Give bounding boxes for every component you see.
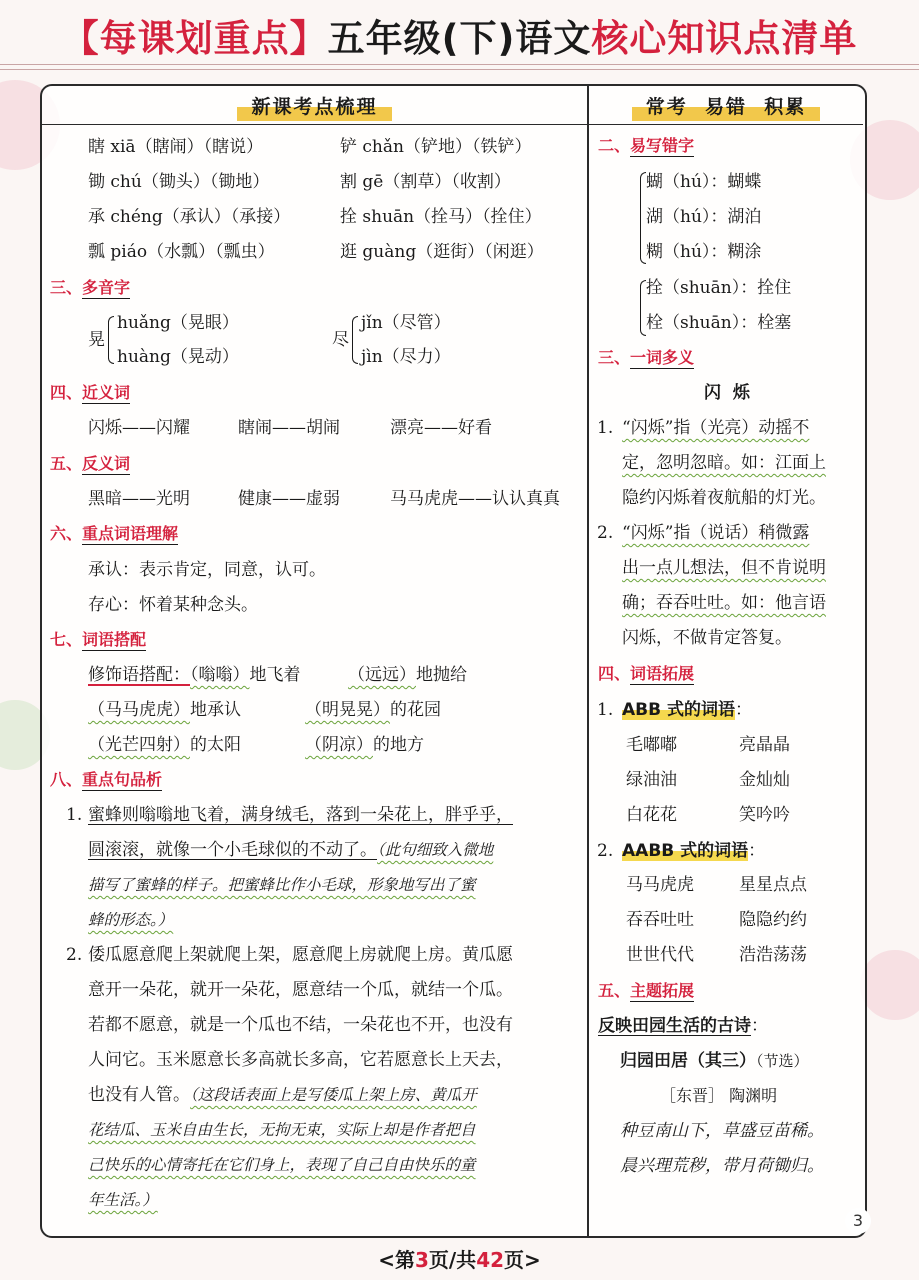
word-entry: 瞎 xiā（瞎闹）（瞎说）	[88, 137, 264, 157]
meaning-number: 1.	[597, 418, 614, 438]
title-grade: 五年级(下)语文	[327, 17, 592, 60]
polyphone-reading: huǎng（晃眼）	[117, 313, 239, 333]
antonym-pair: 马马虎虎——认认真真	[390, 489, 560, 509]
word-entry: 瓢 piáo（水瓢）（瓢虫）	[88, 242, 275, 262]
aabb-word: 浩浩荡荡	[739, 945, 807, 965]
definition: 存心：怀着某种念头。	[88, 595, 258, 615]
meaning-number: 2.	[597, 523, 614, 543]
word-entry: 割 gē（割草）（收割）	[340, 172, 511, 192]
collocation-row: （远远）地抛给	[348, 665, 467, 685]
section-heading: 七、词语搭配	[50, 630, 147, 649]
sentence-line: 若都不愿意，就是一个瓜也不结，一朵花也不开，也没有	[88, 1015, 513, 1035]
current-page: 3	[414, 1248, 429, 1272]
corner-page-number: 3	[845, 1208, 871, 1234]
sentence-line: 意开一朵花，就开一朵花，愿意结一个瓜，就结一个瓜。	[88, 980, 513, 1000]
sentence-note: 花结瓜、玉米自由生长，无拘无束，实际上却是作者把自	[88, 1121, 476, 1139]
polyphone-reading: jǐn（尽管）	[361, 313, 451, 333]
word-entry: 承 chéng（承认）（承接）	[88, 207, 291, 227]
collocation-row: （马马虎虎）地承认	[88, 700, 241, 720]
aabb-word: 隐隐约约	[739, 910, 807, 930]
abb-word: 绿油油	[626, 770, 677, 790]
error-char: 糊（hú）：糊涂	[646, 242, 762, 262]
abb-word: 毛嘟嘟	[626, 735, 677, 755]
section-heading: 八、重点句品析	[50, 770, 163, 789]
right-column-header: 常考 易错 积累	[589, 86, 863, 124]
meaning-line: 确；吞吞吐吐。如：他言语	[622, 593, 826, 613]
sentence-line: 也没有人管。（这段话表面上是写倭瓜上架上房、黄瓜开	[88, 1085, 477, 1105]
error-char: 栓（shuān）：栓塞	[646, 313, 792, 333]
error-char: 蝴（hú）：蝴蝶	[646, 172, 762, 192]
word-entry: 铲 chǎn（铲地）（铁铲）	[340, 137, 532, 157]
poem-intro: 反映田园生活的古诗：	[598, 1016, 768, 1036]
error-char: 拴（shuān）：拴住	[646, 278, 792, 298]
synonym-pair: 漂亮——好看	[390, 418, 492, 438]
brace	[108, 316, 114, 364]
sentence-line: 人问它。玉米愿意长多高就长多高，它若愿意长上天去，	[88, 1050, 513, 1070]
sentence-line: 蜜蜂则嗡嗡地飞着，满身绒毛，落到一朵花上，胖乎乎，	[88, 805, 513, 825]
background-flower	[860, 950, 919, 1020]
aabb-word: 世世代代	[626, 945, 694, 965]
abb-word: 白花花	[626, 805, 677, 825]
aabb-word: 吞吞吐吐	[626, 910, 694, 930]
word-entry: 逛 guàng（逛街）（闲逛）	[340, 242, 544, 262]
title-rule	[0, 64, 919, 65]
title-tag: 【每课划重点】	[61, 17, 328, 60]
column-divider	[587, 84, 589, 1236]
meaning-line: 隐约闪烁着夜航船的灯光。	[622, 488, 826, 508]
sentence-note: 蜂的形态。）	[88, 911, 174, 929]
abb-word: 笑吟吟	[739, 805, 790, 825]
collocation-row: 修饰语搭配：（嗡嗡）地飞着	[88, 665, 301, 685]
poem-author: ［东晋］ 陶渊明	[660, 1086, 778, 1105]
page-indicator: <第3页/共42页>	[378, 1248, 541, 1272]
meaning-line: 定，忽明忽暗。如：江面上	[622, 453, 826, 473]
sentence-line: 倭瓜愿意爬上架就爬上架，愿意爬上房就爬上房。黄瓜愿	[88, 945, 513, 965]
poem-line: 种豆南山下，草盛豆苗稀。	[620, 1121, 824, 1141]
sentence-number: 2.	[66, 945, 83, 965]
section-heading: 六、重点词语理解	[50, 524, 179, 543]
aabb-word: 马马虎虎	[626, 875, 694, 895]
brace	[352, 316, 358, 364]
meaning-line: “闪烁”指（光亮）动摇不	[622, 418, 810, 438]
meaning-line: “闪烁”指（说话）稍微露	[622, 523, 810, 543]
section-heading: 四、近义词	[50, 383, 131, 402]
poem-title: 归园田居（其三）（节选）	[620, 1051, 809, 1071]
polyphone-reading: jìn（尽力）	[361, 347, 451, 367]
subheading-number: 1.	[597, 700, 614, 720]
subheading-number: 2.	[597, 841, 614, 861]
collocation-label: 修饰语搭配：	[88, 665, 190, 685]
polysemy-word: 闪 烁	[704, 383, 750, 403]
title-rule	[0, 69, 919, 70]
polyphone-char: 晃	[88, 330, 105, 350]
total-pages: 42	[476, 1248, 505, 1272]
abb-word: 亮晶晶	[739, 735, 790, 755]
section-heading: 三、一词多义	[598, 348, 695, 367]
collocation-row: （光芒四射）的太阳	[88, 735, 241, 755]
section-heading: 二、易写错字	[598, 136, 695, 155]
aabb-label: AABB 式的词语：	[622, 841, 766, 861]
section-heading: 五、反义词	[50, 454, 131, 473]
antonym-pair: 健康——虚弱	[238, 489, 340, 509]
collocation-row: （明晃晃）的花园	[305, 700, 441, 720]
sentence-note: 描写了蜜蜂的样子。把蜜蜂比作小毛球，形象地写出了蜜	[88, 876, 476, 894]
collocation-row: （阴凉）的地方	[305, 735, 424, 755]
title-subject: 核心知识点清单	[591, 17, 858, 60]
section-heading: 五、主题拓展	[598, 981, 695, 1000]
polyphone-char: 尽	[332, 330, 349, 350]
header-rule	[42, 124, 863, 125]
sentence-number: 1.	[66, 805, 83, 825]
word-entry: 锄 chú（锄头）（锄地）	[88, 172, 270, 192]
polyphone-reading: huàng（晃动）	[117, 347, 239, 367]
poem-line: 晨兴理荒秽，带月荷锄归。	[620, 1156, 824, 1176]
synonym-pair: 闪烁——闪耀	[88, 418, 190, 438]
sentence-line: 圆滚滚，就像一个小毛球似的不动了。（此句细致入微地	[88, 840, 494, 860]
section-heading: 三、多音字	[50, 278, 131, 297]
synonym-pair: 瞎闹——胡闹	[238, 418, 340, 438]
definition: 承认：表示肯定，同意，认可。	[88, 560, 326, 580]
error-char: 湖（hú）：湖泊	[646, 207, 762, 227]
aabb-word: 星星点点	[739, 875, 807, 895]
abb-label: ABB 式的词语：	[622, 700, 752, 720]
left-column-header: 新课考点梳理	[42, 86, 587, 124]
meaning-line: 出一点儿想法，但不肯说明	[622, 558, 826, 578]
abb-word: 金灿灿	[739, 770, 790, 790]
word-entry: 拴 shuān（拴马）（拴住）	[340, 207, 542, 227]
meaning-line: 闪烁，不做肯定答复。	[622, 628, 792, 648]
page-title	[0, 8, 919, 62]
section-heading: 四、词语拓展	[598, 664, 695, 683]
sentence-note: 年生活。）	[88, 1191, 158, 1209]
sentence-note: 己快乐的心情寄托在它们身上，表现了自己自由快乐的童	[88, 1156, 476, 1174]
antonym-pair: 黑暗——光明	[88, 489, 190, 509]
